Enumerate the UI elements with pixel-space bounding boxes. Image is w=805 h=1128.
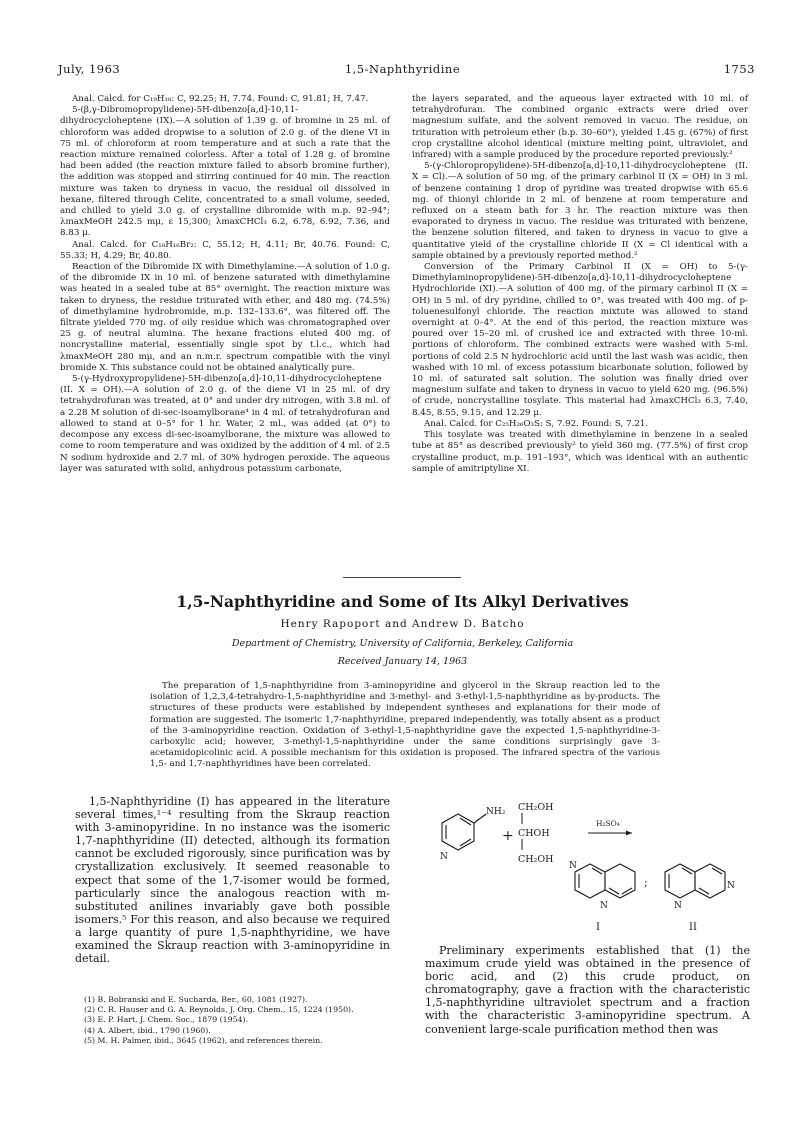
naphthyridine-i-n1: N: [569, 861, 577, 871]
naphthyridine-ii-structure: [665, 864, 725, 898]
paragraph: 5-(γ-Hydroxypropylidene)-5H-dibenzo[a,d]-10,11-dihydrocycloheptene (II. X = OH).—A solution of 2.0 g. of the diene VI in 25 ml. of dry tetrahydrofuran was treated, at 0° and under dry nitrogen, with 3.8 ml. of a 2.28 M solution of di-sec-isoamylborane⁴ in 4 ml. of tetrahydrofuran and allowed to stand at 0–5° for 1 hr. Water, 2 ml., was added (at 0°) to decompose any excess di-sec-isoamylborane, the mixture was allowed to come to room temperature and was oxidized by the addition of 4 ml. of 2.5 N sodium hydroxide and 2.7 ml. of 30% hydrogen peroxide. The aqueous layer was saturated with solid, anhydrous potassium carbonate,: [60, 374, 390, 474]
abstract: [150, 681, 660, 771]
footnote: (5) M. H. Palmer, ibid., 3645 (1962), and references therein.: [84, 1035, 323, 1045]
naphthyridine-ii-n1: N: [674, 901, 682, 911]
pyridine-n-label: N: [440, 852, 448, 862]
intro-column: [75, 795, 390, 965]
header-page-number: 1753: [723, 62, 755, 76]
separator: ;: [644, 876, 648, 889]
header-running-title: 1,5-Naphthyridine: [344, 62, 461, 76]
top-left-column: [60, 94, 390, 475]
intro-paragraph: 1,5-Naphthyridine (I) has appeared in the literature several times,¹⁻⁴ resulting from the Skraup reaction with 3-aminopyridine. In no instance was the isomeric 1,7-naphthyridine (II) detected, although its formation cannot be excluded rigorously, since purification was by crystallization exclusively. It seemed reasonable to expect that some of the 1,7-isomer would be formed, particularly since the analogous reaction with m-substituted anilines invariably gave both possible isomers.⁵ For this reason, and also because we required a large quantity of pure 1,5-naphthyridine, we have examined the Skraup reaction with 3-aminopyridine in detail.: [75, 795, 390, 966]
arrowhead: [626, 831, 632, 836]
reagent-label: H₂SO₄: [596, 819, 620, 828]
glycerol-ch2oh-top: CH₂OH: [518, 802, 554, 813]
paragraph: This tosylate was treated with dimethylamine in benzene in a sealed tube at 85° as described previously² to yield 360 mg. (77.5%) of first crop crystalline product, m.p. 191–193°, which was identical with an authentic sample of amitriptyline XI.: [412, 430, 748, 474]
right-text-column: [425, 944, 750, 1036]
paragraph: Preliminary experiments established that (1) the maximum crude yield was obtained in the presence of boric acid, and (2) this crude product, on chromatography, gave a fraction with the characteristic 1,5-naphthyridine ultraviolet spectrum and a fraction with the characteristic 3-aminopyridine spectrum. A convenient large-scale purification method then was: [425, 944, 750, 1036]
paragraph: the layers separated, and the aqueous layer extracted with 10 ml. of tetrahydrofuran. The combined organic extracts were dried over magnesium sulfate, and the solvent removed in vacuo. The residue, on trituration with petroleum ether (b.p. 30–60°), yielded 1.45 g. (67%) of first crop crystalline alcohol identical (mixture melting point, ultraviolet, and infrared) with a sample produced by the procedure reported previously.²: [412, 94, 748, 161]
article-affiliation: Department of Chemistry, University of California, Berkeley, California: [231, 638, 574, 649]
paragraph: Conversion of the Primary Carbinol II (X = OH) to 5-(γ-Dimethylaminopropylidene)-5H-dibenzo[a,d]-10,11-dihydrocycloheptene Hydrochloride (XI).—A solution of 400 mg. of the pirmary carbinol II (X = OH) in 5 ml. of dry pyridine, chilled to 0°, was treated with 400 mg. of p-toluenesulfonyl chloride. The reaction mixtute was allowed to stand overnight at 0–4°. At the end of this period, the reaction mixture was poured over 15–20 ml. of crushed ice and extracted with three 10-ml. portions of chloroform. The combined extracts were washed with 5-ml. portions of cold 2.5 N hydrochloric acid until the last wash was acidic, then washed with 10 ml. of excess potassium bicarbonate solution, followed by 10 ml. of saturated salt solution. The solution was finally dried over magnesium sulfate and taken to dryness in vacuo to yield 620 mg. (96.5%) of crude, noncrystalline tosylate. This material had λmaxCHCl₃ 6.3, 7.40, 8.45, 8.55, 9.15, and 12.29 μ.: [412, 262, 748, 418]
naphthyridine-i-n5: N: [600, 901, 608, 911]
footnotes: [84, 995, 394, 1046]
section-divider: [343, 577, 461, 578]
header-date: July, 1963: [58, 62, 121, 76]
paragraph: Anal. Calcd. for C₂₅H₂₆O₃S: S, 7.92. Found: S, 7.21.: [424, 418, 649, 429]
compound-label-ii: II: [689, 922, 697, 933]
abstract-text: The preparation of 1,5-naphthyridine from 3-aminopyridine and glycerol in the Skraup reaction led to the isolation of 1,2,3,4-tetrahydro-1,5-naphthyridine and 3-methyl- and 3-ethyl-1,5-naphthyridine as by-products. The structures of these products were established by independent syntheses and explanations for their mode of formation are suggested. The isomeric 1,7-naphthyridine, prepared independently, was totally absent as a product of the 3-aminopyridine reaction. Oxidation of 3-ethyl-1,5-naphthyridine gave the expected 1,5-naphthyridine-3-carboxylic acid; however, 3-methyl-1,5-naphthyridine under the same conditions surprisingly gave 3-acetamidopicolinic acid. A possible mechanism for this oxidation is proposed. The infrared spectra of the various 1,5- and 1,7-naphthyridines have been correlated.: [150, 681, 660, 770]
footnote: (2) C. R. Hauser and G. A. Reynolds, J. Org. Chem., 15, 1224 (1950).: [84, 1005, 354, 1015]
naphthyridine-ii-n7: N: [727, 881, 735, 891]
aminopyridine-structure: [442, 814, 486, 850]
top-right-column: [412, 94, 748, 475]
footnote: (4) A. Albert, ibid., 1790 (1960).: [84, 1025, 211, 1035]
glycerol-ch2oh-bottom: CH₂OH: [518, 854, 554, 865]
footnote: (3) E. P. Hart, J. Chem. Soc., 1879 (1954).: [84, 1015, 249, 1025]
paragraph: Anal. Calcd. for C₁₉H₁₈: C, 92.25; H, 7.74. Found: C, 91.81; H, 7.47.: [72, 94, 369, 104]
compound-label-i: I: [596, 922, 600, 933]
paragraph: Anal. Calcd. for C₁₈H₁₆Br₂: C, 55.12; H, 4.11; Br, 40.76. Found: C, 55.33; H, 4.29; Br, 40.80.: [60, 239, 390, 261]
paragraph: 5-(β,γ-Dibromopropylidene)-5H-dibenzo[a,d]-10,11-dihydrocycloheptene (IX).—A solution of 1.39 g. of bromine in 25 ml. of chloroform was added dropwise to a solution of 2.0 g. of the diene VI in 75 ml. of chloroform at room temperature and at such a rate that the reaction mixture remained colorless. After a total of 1.28 g. of bromine had been added (the reaction mixture failed to absorb bromine further), the addition was stopped and stirring continued for 40 min. The reaction mixture was taken to dryness in vacuo, the residual oil dissolved in hexane, filtered through Celite, concentrated to a small volume, seeded, and chilled to yield 3.0 g. of crystalline dibromide with m.p. 92–94°; λmaxMeOH 242.5 mμ, ε 15,300; λmaxCHCl₃ 6.2, 6.78, 6.92, 7.36, and 8.83 μ.: [60, 105, 390, 239]
article-authors: Henry Rapoport and Andrew D. Batcho: [280, 618, 525, 630]
reaction-scheme: [418, 796, 753, 936]
nh2-label: NH₂: [486, 807, 506, 817]
footnote: (1) B. Bobranski and E. Sucharda, Ber., 60, 1081 (1927).: [84, 995, 308, 1004]
paragraph: 5-(γ-Chloropropylidene)-5H-dibenzo[a,d]-10,11-dihydrocycloheptene (II. X = Cl).—A solution of 50 mg. of the primary carbinol II (X = OH) in 3 ml. of benzene containing 1 drop of pyridine was treated dropwise with 65.6 mg. of thionyl chloride in 2 ml. of benzene at room temperature and refluxed on a steam bath for 3 hr. The reaction mixture was then evaporated to dryness in vacuo. The residue was triturated with benzene, the benzene solution filtered, and taken to dryness in vacuo to give a quantitative yield of the crystalline chloride II (X = Cl identical with a sample obtained by a previously reported method.²: [412, 161, 748, 261]
naphthyridine-i-structure: [575, 864, 635, 898]
plus-sign: +: [502, 828, 514, 844]
paragraph: Reaction of the Dibromide IX with Dimethylamine.—A solution of 1.0 g. of the dibromide IX in 10 ml. of benzene saturated with dimethylamine was heated in a sealed tube at 85° overnight. The reaction mixture was taken to dryness, the residue triturated with ether, and 480 mg. (74.5%) of dimethylamine hydrobromide, m.p. 132–133.6°, was filtered off. The filtrate yielded 770 mg. of oily residue which was chromatographed over 25 g. of neutral alumina. The hexane fractions eluted 400 mg. of noncrystalline material, essentially single spot by t.l.c., which had λmaxMeOH 280 mμ, and an n.m.r. spectrum compatible with the vinyl bromide X. This substance could not be obtained analytically pure.: [60, 262, 390, 373]
page-header: [0, 62, 805, 82]
received-date: Received January 14, 1963: [337, 656, 468, 667]
glycerol-choh: CHOH: [518, 828, 550, 839]
article-title: 1,5-Naphthyridine and Some of Its Alkyl Derivatives: [176, 592, 629, 611]
